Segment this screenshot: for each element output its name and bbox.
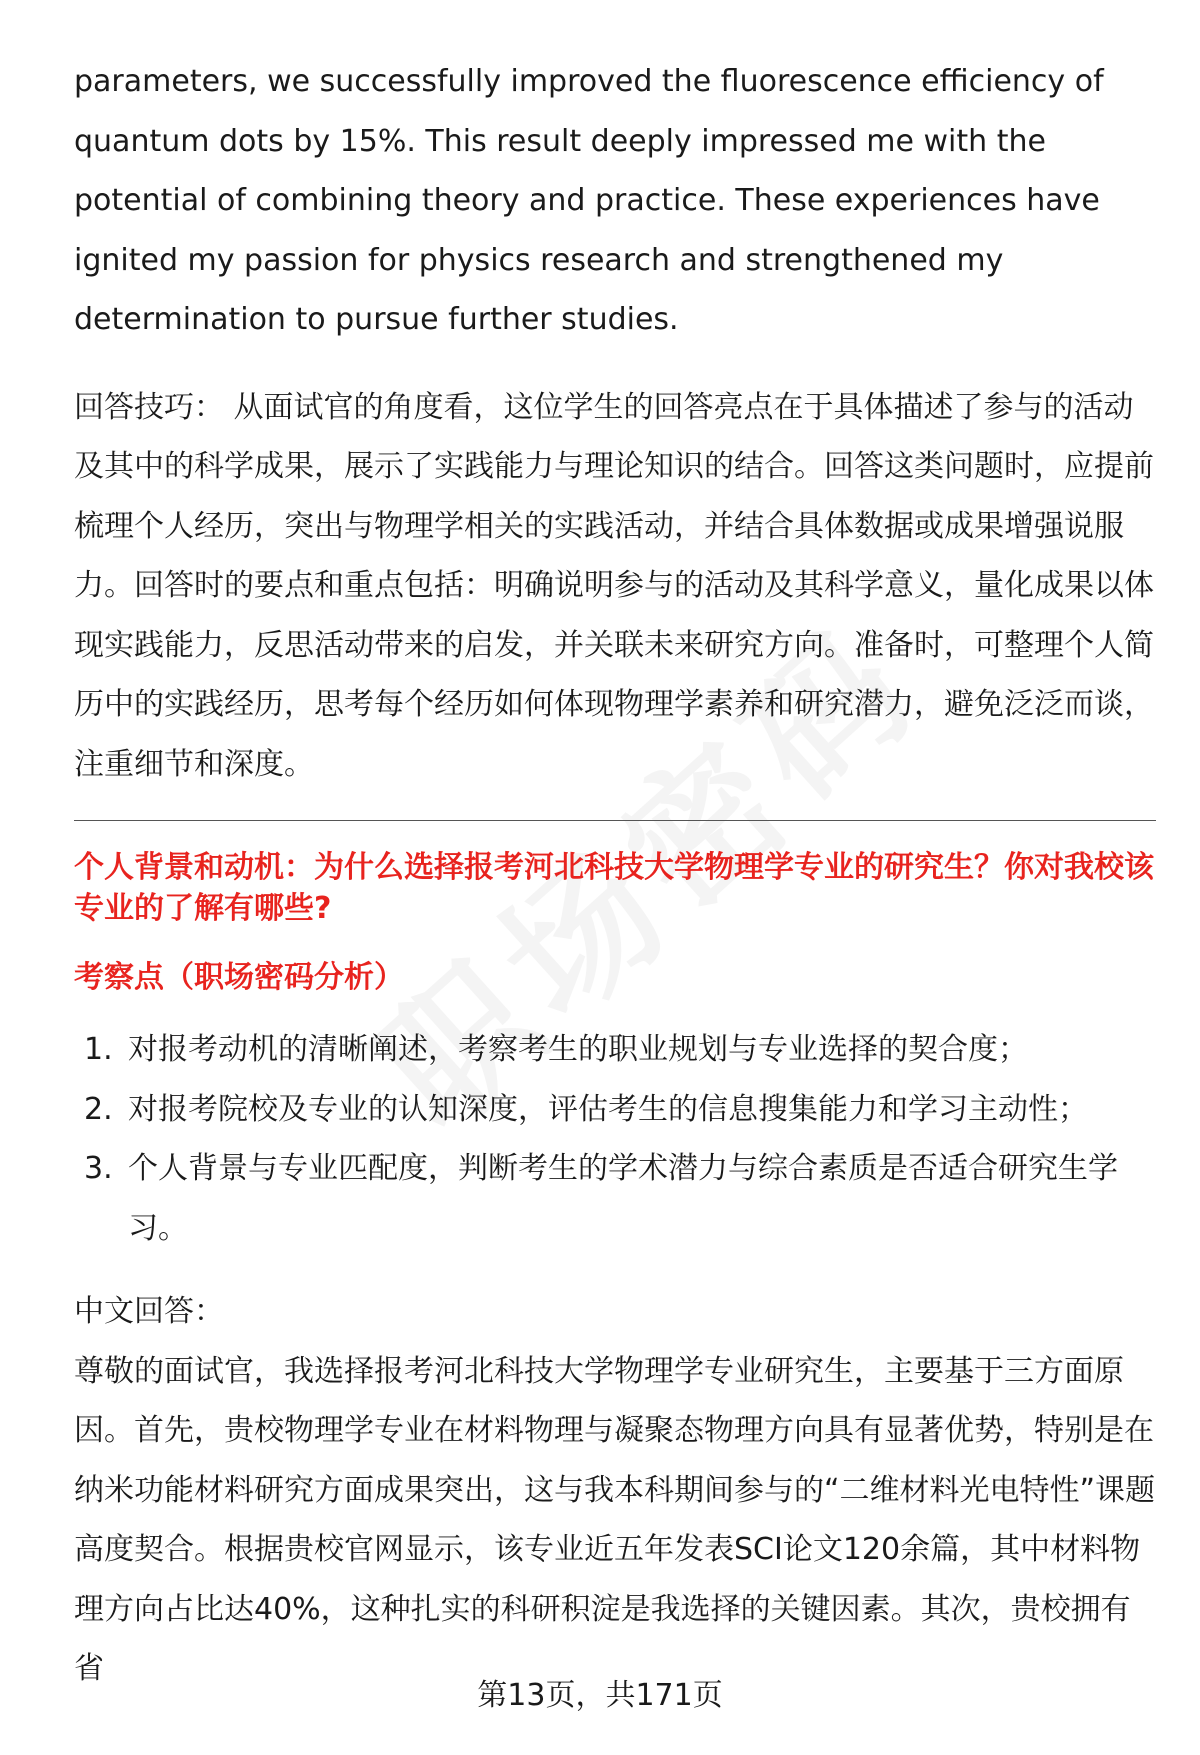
list-item-number: 1. <box>84 1032 113 1067</box>
list-item <box>74 1020 1156 1080</box>
answer-body: 尊敬的面试官，我选择报考河北科技大学物理学专业研究生，主要基于三方面原因。首先，贵校物理学专业在材料物理与凝聚态物理方向具有显著优势，特别是在纳米功能材料研究方面成果突出，这与我本科期间参与的“二维材料光电特性”课题高度契合。根据贵校官网显示，该专业近五年发表SCI论文120余篇，其中材料物理方向占比达40%，这种扎实的科研积淀是我选择的关键因素。其次，贵校拥有省 <box>74 1353 1156 1686</box>
list-item-number: 2. <box>84 1091 113 1127</box>
focus-heading: 考察点（职场密码分析） <box>74 960 404 995</box>
list-item-text: 个人背景与专业匹配度，判断考生的学术潜力与综合素质是否适合研究生学习。 <box>128 1151 1118 1246</box>
focus-points-list <box>74 1020 1156 1258</box>
list-item-number: 3. <box>84 1151 113 1186</box>
list-item <box>74 1080 1156 1140</box>
list-item-text: 对报考院校及专业的认知深度，评估考生的信息搜集能力和学习主动性； <box>128 1091 1088 1127</box>
english-paragraph: parameters, we successfully improved the fluorescence efficiency of quantum dots by 15%. This result deeply impressed me with the potential of combining theory and practice. These experiences have ignited my passion for physics research and strengthened my determination to pursue further studies. <box>74 64 1104 337</box>
document-content <box>74 52 1156 1699</box>
answer-tip-paragraph: 回答技巧： 从面试官的角度看，这位学生的回答亮点在于具体描述了参与的活动及其中的科学成果，展示了实践能力与理论知识的结合。回答这类问题时，应提前梳理个人经历，突出与物理学相关的实践活动，并结合具体数据或成果增强说服力。回答时的要点和重点包括：明确说明参与的活动及其科学意义，量化成果以体现实践能力，反思活动带来的启发，并关联未来研究方向。准备时，可整理个人简历中的实践经历，思考每个经历如何体现物理学素养和研究潜力，避免泛泛而谈，注重细节和深度。 <box>74 389 1154 782</box>
question-heading: 个人背景和动机：为什么选择报考河北科技大学物理学专业的研究生？你对我校该专业的了解有哪些? <box>74 850 1154 926</box>
section-divider <box>74 820 1156 821</box>
list-item-text: 对报考动机的清晰阐述，考察考生的职业规划与专业选择的契合度； <box>128 1032 1028 1067</box>
page-number: 第13页，共171页 <box>477 1678 723 1713</box>
answer-label: 中文回答： <box>74 1294 224 1329</box>
list-item <box>74 1139 1156 1258</box>
